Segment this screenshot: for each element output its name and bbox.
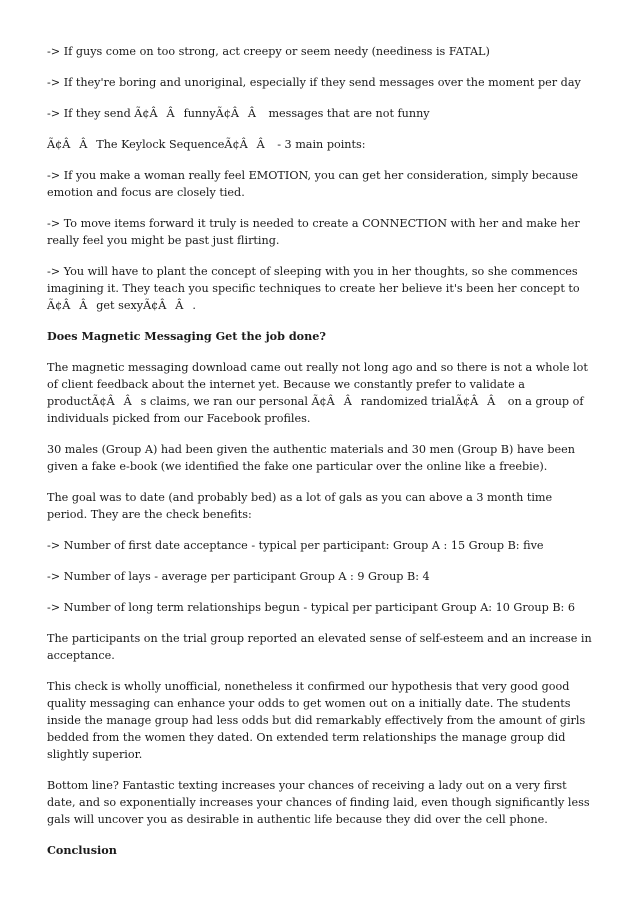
bullet-boring: -> If they're boring and unoriginal, especially if they send messages over the moment per day bbox=[47, 76, 581, 89]
bullet-plant-concept: -> You will have to plant the concept of sleeping with you in her thoughts, so she commences imagining it. They teach you specific techniques to create her believe it's been her concept to Ã¢ÂÂget sexyÃ¢ÂÂ. bbox=[47, 265, 580, 312]
section-heading-conclusion: Conclusion bbox=[47, 843, 117, 857]
bullet-neediness: -> If guys come on too strong, act creepy or seem needy (neediness is FATAL) bbox=[47, 45, 490, 58]
paragraph-download-intro: The magnetic messaging download came out really not long ago and so there is not a whole lot of client feedback about the internet yet. Because we constantly prefer to validate a productÃ¢ÂÂs claims, we ran our personal Ã¢ÂÂrandomized trialÃ¢ÂÂ on a group of individuals picked from our Facebook profiles. bbox=[47, 361, 588, 425]
bullet-connection: -> To move items forward it truly is needed to create a CONNECTION with her and make her really feel you might be past just flirting. bbox=[47, 217, 580, 247]
paragraph-groups: 30 males (Group A) had been given the authentic materials and 30 men (Group B) have been given a fake e-book (we identified the fake one particular over the online like a freebie). bbox=[47, 443, 575, 473]
bullet-funny-messages: -> If they send Ã¢ÂÂfunnyÃ¢ÂÂ messages that are not funny bbox=[47, 107, 430, 120]
paragraph-bottom-line: Bottom line? Fantastic texting increases your chances of receiving a lady out on a very first date, and so exponentially increases your chances of finding laid, even though significantly less gals will uncover you as desirable in authentic life because they did over the cell phone. bbox=[47, 779, 590, 826]
keylock-sequence-intro: Ã¢ÂÂThe Keylock SequenceÃ¢ÂÂ - 3 main points: bbox=[47, 138, 366, 151]
paragraph-self-esteem: The participants on the trial group reported an elevated sense of self-esteem and an increase in acceptance. bbox=[47, 632, 592, 662]
result-lays: -> Number of lays - average per participant Group A : 9 Group B: 4 bbox=[47, 570, 430, 583]
paragraph-hypothesis: This check is wholly unofficial, nonetheless it confirmed our hypothesis that very good good quality messaging can enhance your odds to get women out on a initially date. The students inside the manage group had less odds but did remarkably effectively from the amount of girls bedded from the women they dated. On extended term relationships the manage group did slightly superior. bbox=[47, 680, 586, 761]
section-heading-does-it-work: Does Magnetic Messaging Get the job done? bbox=[47, 329, 326, 343]
paragraph-goal: The goal was to date (and probably bed) as a lot of gals as you can above a 3 month time period. They are the check benefits: bbox=[47, 491, 553, 521]
result-long-term: -> Number of long term relationships begun - typical per participant Group A: 10 Group B: 6 bbox=[47, 601, 576, 614]
result-first-date: -> Number of first date acceptance - typical per participant: Group A : 15 Group B: five bbox=[47, 539, 544, 552]
document-page bbox=[47, 43, 595, 873]
bullet-emotion: -> If you make a woman really feel EMOTION, you can get her consideration, simply because emotion and focus are closely tied. bbox=[47, 169, 579, 199]
